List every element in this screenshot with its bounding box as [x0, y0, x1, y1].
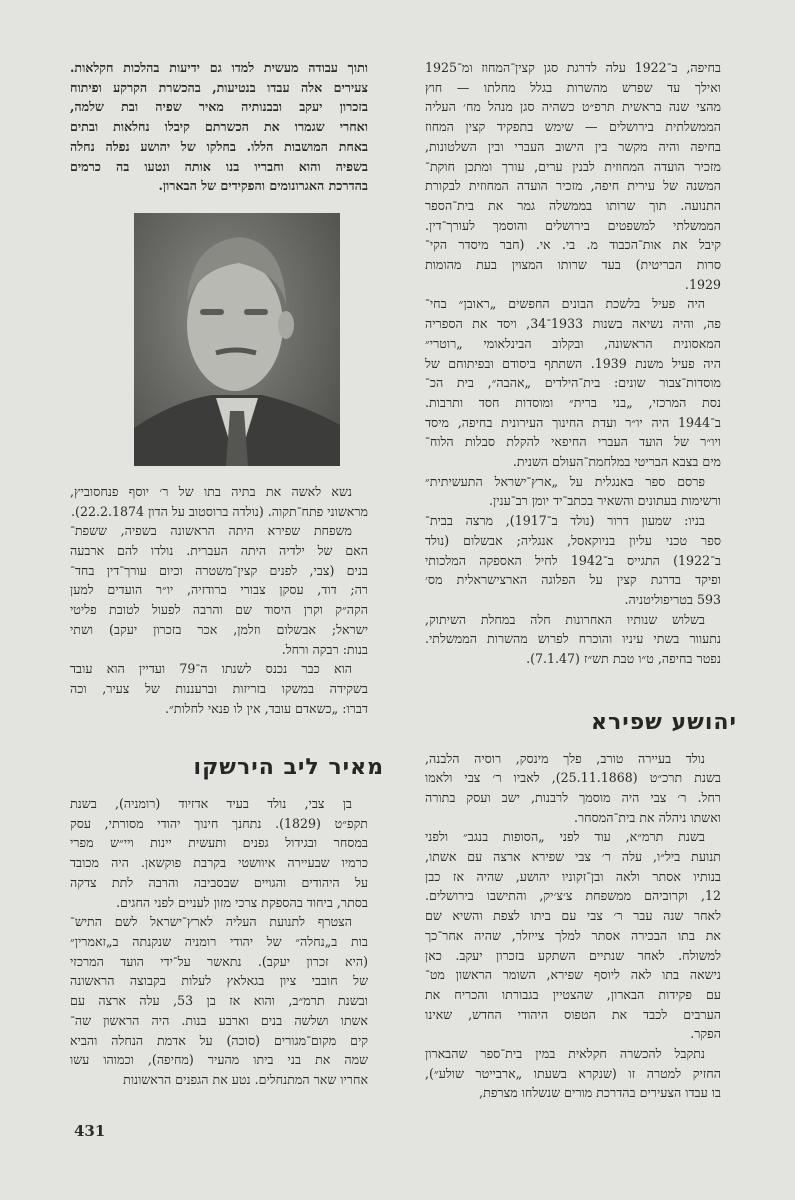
left-brow [200, 309, 224, 315]
text-line: מוסדות־צבור שונים: בית־הילדים „אהבה״, בית הכ־ [425, 375, 721, 391]
text-line: בשקידה במשקו בזריזות וברעננות של צעיר, וכה [70, 680, 368, 696]
text-line: אשתו ושלשה בנים וארבע בנות. היה הראשון שה־ [70, 1012, 368, 1028]
text-line: סרות הבריטית) בעד שרותו המצוין בעת מהומות [425, 257, 721, 273]
text-line: של חובבי ציון בגאלאץ לעלות בקבוצה הראשונה [70, 973, 368, 989]
text-line: במסחר ובגידול גפנים ותעשית יינות ויי״ש מפרי [70, 835, 368, 851]
text-line: בנותיו אסתר ולאה ובן־זקוניו יהושע, שהיה אז כבן [425, 868, 721, 884]
text-line: בשפיה והוא וחבריו בנו אותה ונטעו בה כרמים [70, 158, 368, 174]
text-line: דברו: „כשאדם עובד, אין לו פנאי לחלות״. [164, 700, 368, 716]
text-line: לאחר שנה עבר ר׳ צבי עם ביתו לצפת והשיא שם [425, 908, 721, 924]
left-intro-text [70, 58, 384, 196]
paragraph [70, 912, 384, 1089]
text-line: בסתר, ביחוד בהספקת צרכי מזון לעניים לפני החגים. [116, 894, 368, 910]
text-line: (היא זכרון יעקב). נתאשר על־ידי הועד המרכזי [70, 953, 368, 969]
text-line: מים בצבא הבריטי במלחמת־העולם השנית. [512, 454, 721, 470]
paragraph [425, 610, 737, 669]
paragraph [425, 472, 737, 511]
text-line: הצטרף לתנועת העליה לארץ־ישראל לשם התיש־ [70, 914, 352, 930]
text-line: נתקבל להכשרה חקלאית במין בית־ספר שהבארון [425, 1046, 705, 1062]
text-line: ופיקד בדרגת קצין על הפלוגה הארצישראלית מס׳ [425, 572, 721, 588]
text-line: הפקר. [690, 1026, 721, 1042]
portrait-illustration [134, 213, 340, 466]
section-title-yehoshua-shapira: יהושע שפירא [590, 709, 737, 735]
text-line: בו עבדו הצעירים בהדרכת מורים שנשלחו מצרפת, [479, 1085, 721, 1101]
text-line: ספר טכני עליון בניוקאסל, אנגליה; אבשלום (נולד [425, 532, 721, 548]
text-line: הממשלתי למשפטים בירושלים והוסמך לעורך־דין. [425, 217, 721, 233]
text-line: למשולח. לאחר שנתיים השתקע בזכרון יעקב. כאן [425, 947, 721, 963]
text-line: בחיפה, ב־1922 עלה לדרגת סגן קצין־המחוז ומ־1925 [425, 60, 721, 75]
paragraph [425, 827, 737, 1044]
text-line: בהדרכת האגרונומים והפקידים של הבארון. [158, 178, 368, 194]
text-line: הוא כבר נכנס לשנתו ה־79 ועדיין הוא עובד [70, 661, 353, 677]
paragraph [425, 294, 737, 471]
text-line: בשנת תרמ״א, עוד לפני „הסופות בנגב״ ולפני [425, 829, 705, 845]
paragraph [425, 511, 737, 610]
text-line: תקפ״ט (1829). נתחנך חינוך יהודי מסורתי, עסק [70, 815, 368, 831]
text-line: בנים (צבי, לפנים קצין־משטרה וכיום עורך־דין בחד־ [70, 562, 368, 578]
text-line: קיבל את אות־הכבוד מ. בי. אי. (חבר מיסדר הקי־ [425, 237, 721, 253]
text-line: קים מקום־מגורים (סוכה) על אדמת הנחלה והביא [70, 1032, 368, 1048]
text-line: ואחרי שגמרו את הכשרתם קיבלו נחלאות ובתים [70, 119, 368, 135]
paragraph [70, 521, 384, 659]
paragraph [70, 482, 384, 521]
text-line: נסת המרכזי, „בני ברית״ ומוסדות חסד ותרבות. [425, 394, 721, 410]
section-title-meir-leib-hirshko: מאיר ליב הירשקו [193, 755, 384, 781]
text-line: ותוך עבודה מעשית למדו גם ידיעות בהלכות חקלאות. [70, 60, 368, 75]
text-line: החזיק למטרה זו (שנקרא בשעתו „ארבייטר שולע״), [425, 1065, 721, 1081]
text-line: ישראל; אבשלום וזלמן, אכר בזכרון יעקב) ושתי [70, 621, 368, 637]
text-line: משפחת שפירא היתה הראשונה בשפיה, ששפת־ [70, 523, 352, 539]
meir-leib-hirshko-biography [70, 794, 384, 1090]
text-line: באחת המושבות הללו. בחלקו של יהושע נפלה נחלה [70, 138, 368, 154]
text-line: ויו״ר של הועד העברי החיפאי להקלת סבלות הלוח־ [425, 434, 721, 450]
text-line: את בתו הבכירה אסתר למלך צייזלר, שהיה אחר־כך [425, 927, 721, 943]
text-line: מהצי שנה בראשית תרפ״ט כשהיה סגן מנהל מח׳ העליה [425, 99, 721, 115]
text-line: רה; דוד, עסקן צבורי ברודזיה, יו״ר הועדים למען [70, 582, 368, 598]
text-line: ורשימות בעתונים והשאיר בכתב־יד יומן רב־ענין. [489, 493, 721, 509]
text-line: בחיפה והיה מקשר בין הישוב העברי ובין השלטונות, [425, 138, 721, 154]
text-line: תנועת ביל״ו, עלה ר׳ צבי שפירא ארצה עם אשתו, [425, 849, 721, 865]
text-line: נולד בעיירה טורב, פלך מינסק, רוסיה הלבנה, [425, 750, 705, 766]
right-column [425, 58, 737, 1103]
page-number: 431 [74, 1122, 106, 1140]
paragraph [425, 1044, 737, 1103]
text-line: התנועה. תוך שרותו בממשלה גמר את בית־הספר [425, 197, 721, 213]
text-line: 593 בטריפוליטניה. [624, 591, 721, 607]
family-text [70, 482, 384, 718]
text-line: הממשלתית בירושלים — שימש בתפקיד קצין המחוז [425, 119, 721, 135]
text-line: בן צבי, נולד בעיד אדזיוד (רומניה), בשנת [70, 796, 352, 812]
text-line: המאסונית הראשונה, ובקלוב הבינלאומי „רוטרי״ [425, 335, 721, 351]
text-line: בשלוש שנותיו האחרונות חלה במחלת השיתוק, [425, 611, 705, 627]
paragraph [70, 659, 384, 718]
text-line: 12, וקרוביהם ממשפחת צ׳צ׳יק, והתישבו בירושלים. [425, 888, 721, 904]
paragraph [425, 749, 737, 828]
text-line: ב־1922) התגייס ב־1942 לחיל האספקה המלכותי [425, 552, 721, 568]
text-line: שמה את בני ביתו מהעיר (מחיפה), וכמוהו עשו [70, 1052, 368, 1068]
text-line: בזכרון יעקב ובבנותיה מאיר שפיה ובת שלמה, [70, 99, 368, 115]
right-intro-text [425, 58, 737, 669]
text-line: בנות: רבקה ורחל. [281, 641, 368, 657]
right-brow [244, 309, 268, 315]
text-line: ב־1944 היה יו״ר ועדת החינוך העירונית בחיפה, מיסד [425, 414, 721, 430]
text-line: בשנת תרכ״ט (25.11.1868), לאביו ר׳ צבי ולאמו [425, 770, 721, 786]
text-line: האם של ילדיה היתה העברית. נולדו להם ארבעה [70, 543, 368, 559]
text-line: אחריו שאר המתנחלים. נטע את הגפנים הראשונות [123, 1071, 368, 1087]
text-line: כרמיו שבעיירה איוושטי בקרבת פוקשאן. היה מכובד [70, 855, 368, 871]
text-line: על היהודים והגויים שבסביבה והרבה לתת צדקה [70, 874, 368, 890]
text-line: ואשתו ניהלה את בית־המסחר. [573, 809, 721, 825]
text-line: בניו: שמעון דרור (נולד ב־1917), מרצה בבית־ [425, 513, 706, 529]
text-line: היה פעיל בלשכת הבונים החפשים „ראובן״ בחי־ [425, 296, 705, 312]
text-line: ובשנת תרמ״ב, והוא אז בן 53, עלה ארצה עם [70, 993, 368, 1009]
text-line: הקה״ק וקרן היסוד שם והרבה לפעול לטובת פליטי [70, 602, 368, 618]
text-line: הערבים לכבד את הטפוס היהודי החדש, שאינו [425, 1006, 721, 1022]
paragraph [425, 58, 737, 294]
text-line: בות ב„נחלה״ של יהודי רומניה שנקנתה ב„זאמרין״ [70, 933, 368, 949]
text-line: עם פקידות הבארון, שהצטיין בגבורתו והכריח את [425, 986, 721, 1002]
text-line: ואילך עד שפרש מהשרות בגלל מחלתו — חוץ [425, 79, 721, 95]
yehoshua-shapira-biography [425, 749, 737, 1104]
text-line: צעירים אלה עבדו בנטיעות, בהכשרת הקרקע ופיתוח [70, 79, 368, 95]
text-line: פה, והיה נשיאה בשנות 1933־34, ויסד את הספריה [425, 316, 721, 332]
text-line: 1929. [684, 276, 721, 292]
text-line: נפטר בחיפה, ט״ו טבת תש״ז (7.1.47). [526, 651, 721, 667]
text-line: היה פעיל משנת 1939. השתתף ביסודם ובפיתוחם של [425, 355, 721, 371]
text-line: פרסם ספר באנגלית על „ארץ־ישראל התעשיתית״ [425, 473, 705, 489]
text-line: רחל. ר׳ צבי היה מוסמך לרבנות, ישב ועסק בתורה [425, 789, 721, 805]
paragraph [70, 58, 384, 196]
text-line: נישאה בתו לאה ליוסף שפירא, השומר הראשון מט־ [425, 967, 721, 983]
ear-shape [278, 311, 294, 339]
text-line: מראשוני פתח־תקוה. (נולדה ברוסטוב על הדון 22.2.1874). [71, 503, 368, 519]
text-line: המשנה של עירית חיפה, מזכיר הועדה המחוזית לבקורת [425, 178, 721, 194]
paragraph [70, 794, 384, 912]
text-line: מזכיר הועדה המחוזית לבנין ערים, עורך ומתכן חוקת־ [425, 158, 721, 174]
text-line: נתעוור בשתי עיניו והוכרח לפרוש מהשרות הממשלתי. [425, 631, 721, 647]
text-line: נשא לאשה את בתיה בתו של ר׳ יוסף פנחסוביץ, [70, 483, 352, 499]
portrait-photo [134, 213, 340, 466]
